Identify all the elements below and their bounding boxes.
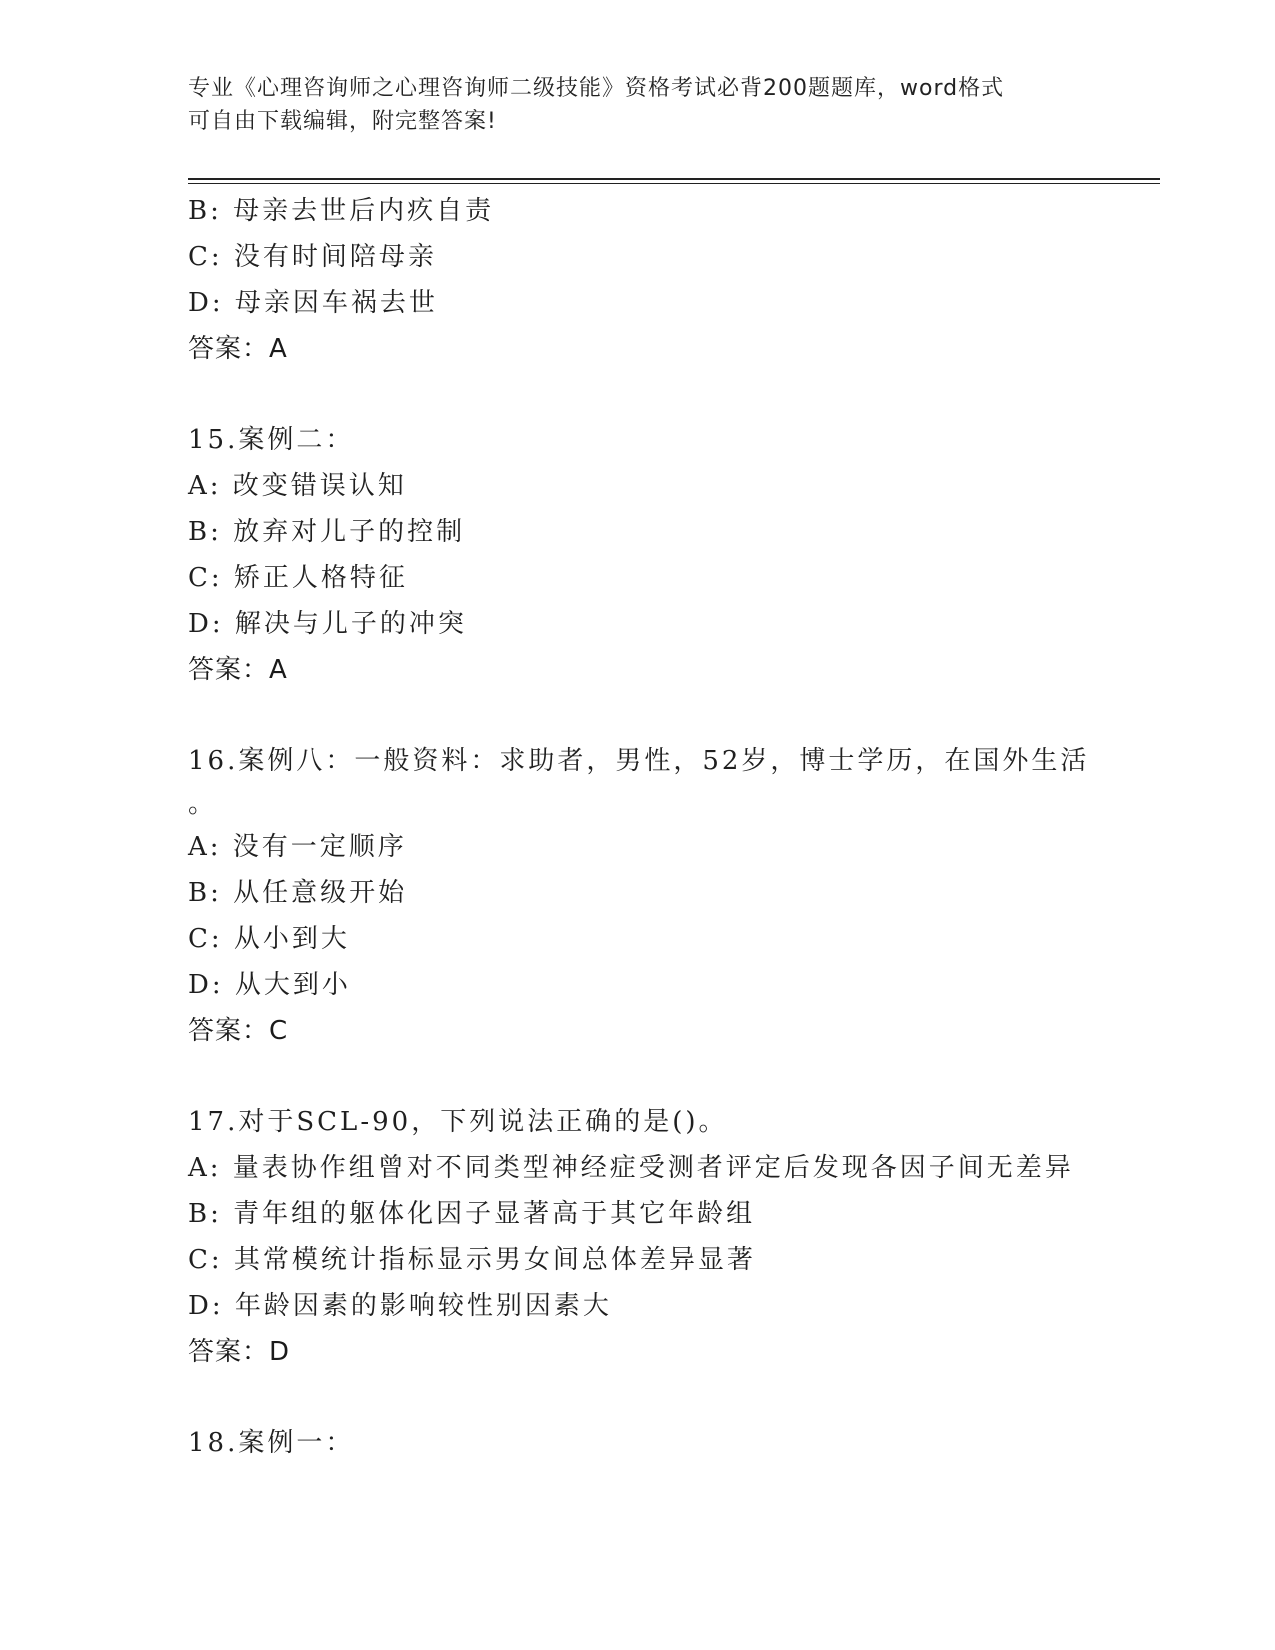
option-b: B: 从任意级开始 — [188, 878, 408, 908]
question-17 — [188, 1099, 1088, 1375]
option-a: A: 改变错误认知 — [188, 471, 407, 501]
answer-label: 答案：A — [188, 655, 288, 685]
header-line-2: 可自由下载编辑，附完整答案! — [188, 109, 497, 134]
option-d: D: 从大到小 — [188, 970, 351, 1000]
option-c: C: 从小到大 — [188, 924, 350, 954]
question-stem: 17.对于SCL-90，下列说法正确的是()。 — [188, 1107, 728, 1137]
option-a: A: 没有一定顺序 — [188, 832, 407, 862]
question-stem-continuation: 。 — [188, 789, 218, 819]
option-b: B: 母亲去世后内疚自责 — [188, 196, 495, 226]
option-d: D: 年龄因素的影响较性别因素大 — [188, 1291, 612, 1321]
question-stem: 18.案例一： — [188, 1428, 355, 1458]
option-b: B: 放弃对儿子的控制 — [188, 517, 466, 547]
answer-label: 答案：C — [188, 1016, 289, 1046]
option-d: D: 解决与儿子的冲突 — [188, 609, 467, 639]
option-c: C: 矫正人格特征 — [188, 563, 408, 593]
answer-label: 答案：A — [188, 334, 288, 364]
question-16 — [188, 738, 1088, 1054]
question-15 — [188, 417, 1088, 693]
question-stem: 16.案例八：一般资料：求助者，男性，52岁，博士学历，在国外生活 — [188, 746, 1090, 776]
option-c: C: 其常模统计指标显示男女间总体差异显著 — [188, 1245, 756, 1275]
option-d: D: 母亲因车祸去世 — [188, 288, 438, 318]
answer-label: 答案：D — [188, 1337, 291, 1367]
document-header — [188, 72, 1088, 138]
question-stem: 15.案例二： — [188, 425, 355, 455]
header-line-1: 专业《心理咨询师之心理咨询师二级技能》资格考试必背200题题库，word格式 — [188, 76, 1005, 101]
header-divider-thick — [188, 178, 1160, 180]
header-divider-thin — [188, 183, 1160, 184]
option-a: A: 量表协作组曾对不同类型神经症受测者评定后发现各因子间无差异 — [188, 1153, 1074, 1183]
question-18 — [188, 1420, 1088, 1466]
question-list — [188, 188, 1088, 1466]
option-b: B: 青年组的躯体化因子显著高于其它年龄组 — [188, 1199, 756, 1229]
option-c: C: 没有时间陪母亲 — [188, 242, 437, 272]
question-14-tail — [188, 188, 1088, 372]
